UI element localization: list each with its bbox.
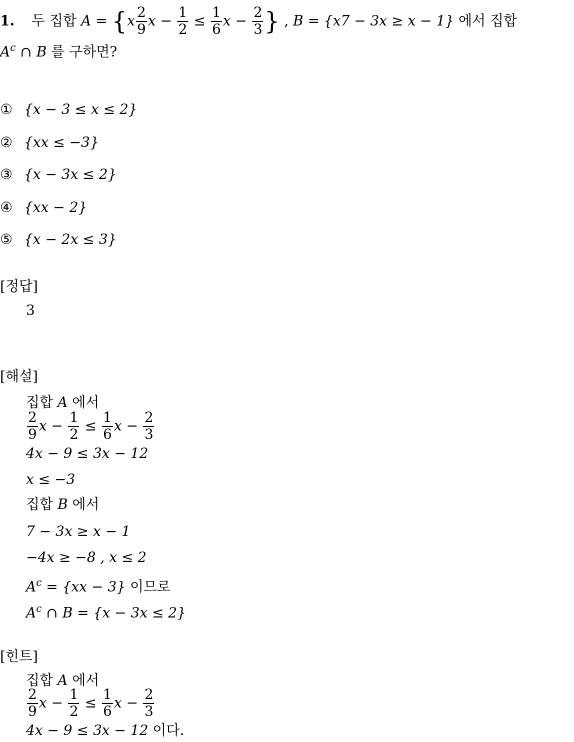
frac-2-3: $\frac{2}{3}$	[253, 5, 263, 38]
frac-1-2: $\frac{1}{2}$	[178, 5, 188, 38]
option-5-marker: ⑤	[0, 232, 13, 248]
sol-frac-1-2: $\frac{1}{2}$	[69, 410, 79, 443]
question-line-1	[0, 6, 517, 37]
option-2-marker: ②	[0, 135, 13, 151]
complement-sup: c	[10, 43, 16, 54]
set-a-mid2: x −	[222, 13, 252, 30]
sol-frac-2-3: $\frac{2}{3}$	[144, 410, 154, 443]
solution-line-9: $A^c$ ∩ B = {x − 3x ≤ 2}	[26, 604, 186, 622]
intersection-b: ∩ B	[15, 44, 47, 61]
set-a-leq: ≤	[189, 13, 210, 30]
solution-line-6: 7 − 3x ≥ x − 1	[26, 524, 131, 540]
answer-value: 3	[26, 303, 35, 319]
solution-line-2: $\frac{2}{9}$ x − $\frac{1}{2}$ ≤ $\frac{1}{6}$ x − $\frac{2}{3}$	[28, 410, 154, 443]
set-b-definition: B = {x7 − 3x ≥ x − 1}	[293, 13, 455, 30]
hint-frac-2-9: $\frac{2}{9}$	[28, 687, 37, 720]
question-tail: 를 구하면?	[46, 44, 118, 61]
set-a-close-brace: }	[264, 7, 280, 36]
hint-line-3: 4x − 9 ≤ 3x − 12 이다.	[26, 723, 185, 739]
solution-label: [해설]	[0, 369, 38, 385]
equals-sign: =	[91, 13, 112, 30]
option-5[interactable]	[0, 231, 117, 249]
solution-line-3: 4x − 9 ≤ 3x − 12	[26, 446, 149, 462]
option-3[interactable]	[0, 166, 117, 184]
option-5-text: {x − 2x ≤ 3}	[24, 232, 117, 248]
hint-line-1: 집합 A 에서	[26, 673, 100, 689]
question-number: 1.	[0, 13, 15, 30]
answer-label: [정답]	[0, 279, 38, 295]
solution-line-7: −4x ≥ −8 , x ≤ 2	[26, 550, 147, 566]
sol-frac-2-9: $\frac{2}{9}$	[28, 410, 37, 443]
option-3-text: {x − 3x ≤ 2}	[24, 167, 117, 183]
solution-line-4: x ≤ −3	[26, 472, 76, 488]
option-3-marker: ③	[0, 167, 13, 183]
frac-1-6: $\frac{1}{6}$	[211, 5, 221, 38]
solution-line-1: 집합 A 에서	[26, 395, 100, 411]
set-a-open-brace: {	[111, 7, 128, 36]
question-line-2	[0, 40, 117, 62]
comma: ,	[279, 13, 293, 30]
set-a-name: A	[81, 13, 92, 30]
hint-frac-1-2: $\frac{1}{2}$	[69, 687, 79, 720]
question-text-post: 에서 집합	[454, 13, 518, 30]
hint-label: [힌트]	[0, 649, 38, 665]
option-1-marker: ①	[0, 102, 13, 118]
hint-frac-2-3: $\frac{2}{3}$	[144, 687, 154, 720]
option-2[interactable]	[0, 134, 99, 152]
frac-2-9: $\frac{2}{9}$	[136, 5, 146, 38]
set-a-mid1: x −	[147, 13, 177, 30]
hint-line-2: $\frac{2}{9}$ x − $\frac{1}{2}$ ≤ $\frac{1}{6}$ x − $\frac{2}{3}$	[28, 687, 154, 720]
option-4-text: {xx − 2}	[24, 200, 88, 216]
option-1[interactable]	[0, 101, 137, 119]
option-4-marker: ④	[0, 200, 13, 216]
option-1-text: {x − 3 ≤ x ≤ 2}	[24, 102, 138, 118]
sol-frac-1-6: $\frac{1}{6}$	[103, 410, 112, 443]
set-a-var: x	[127, 13, 135, 30]
question-text-pre: 두 집합	[31, 13, 82, 30]
hint-frac-1-6: $\frac{1}{6}$	[103, 687, 112, 720]
option-4[interactable]	[0, 199, 87, 217]
option-2-text: {xx ≤ −3}	[24, 135, 99, 151]
solution-line-8: $A^c = \{xx - 3\}$ 이므로	[26, 578, 171, 596]
solution-line-5: 집합 B 에서	[26, 497, 100, 513]
complement-a: A	[0, 44, 11, 61]
